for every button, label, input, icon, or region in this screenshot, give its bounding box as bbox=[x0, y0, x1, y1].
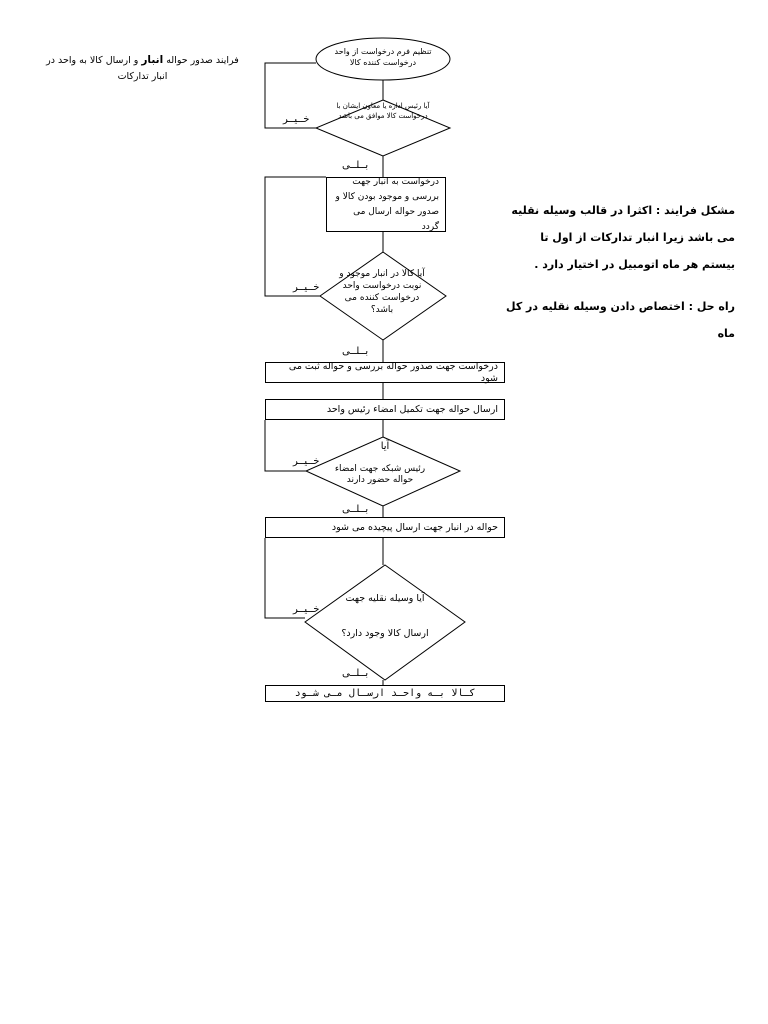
step1-box bbox=[326, 177, 446, 232]
solution-note: راه حل : اختصاص دادن وسیله نقلیه در کل ماه bbox=[506, 300, 735, 340]
step3-box bbox=[265, 399, 505, 420]
no-label-4: خــیــر bbox=[293, 604, 320, 615]
yes-label-1: بــلــی bbox=[342, 160, 369, 171]
yes-label-2: بــلــی bbox=[342, 346, 369, 357]
decision2-text: آیا کالا در انبار موجود و نوبت درخواست واحد درخواست کننده می باشد؟ bbox=[339, 269, 425, 315]
decision4-diamond bbox=[305, 565, 465, 680]
no-label-3: خــیــر bbox=[293, 456, 320, 467]
step4-box bbox=[265, 517, 505, 538]
decision4-text-2: ارسال کالا وجود دارد؟ bbox=[341, 628, 429, 639]
yes-label-4: بــلــی bbox=[342, 668, 369, 679]
title-part1: فرایند صدور حواله bbox=[166, 55, 239, 66]
title-line2: انبار تدارکات bbox=[117, 71, 168, 82]
problem-note: مشکل فرایند : اکثرا در قالب وسیله نقلیه می باشد زیرا انبار تدارکات از اول تا بیستم هر ماه اتومبیل در اختیار دارد . bbox=[511, 204, 735, 271]
title-bold: انبار bbox=[141, 54, 164, 66]
step1-text: درخواست به انبار جهت بررسی و موجود بودن کالا و صدور حواله ارسال می گردد bbox=[335, 176, 439, 232]
end-text: کـالا بـه واحـد ارسـال مـی شـود bbox=[294, 687, 476, 699]
yes-label-3: بــلــی bbox=[342, 504, 369, 515]
step4-text: حواله در انبار جهت ارسال پیچیده می شود bbox=[331, 521, 498, 533]
decision1-text: آیا رئیس اداره یا معاون ایشان با درخواست کالا موافق می باشد bbox=[336, 102, 430, 120]
decision3-text-1: آیا bbox=[380, 441, 390, 452]
end-box bbox=[265, 685, 505, 702]
step3-text: ارسال حواله جهت تکمیل امضاء رئیس واحد bbox=[326, 403, 498, 415]
no-label-1: خــیــر bbox=[283, 114, 310, 125]
title-part2: و ارسال کالا به واحد در bbox=[46, 55, 139, 66]
step2-box bbox=[265, 362, 505, 383]
decision3-text-2: رئیس شبکه جهت امضاء حواله حضور دارند bbox=[334, 464, 426, 485]
no-label-2: خــیــر bbox=[293, 282, 320, 293]
start-node: تنظیم فرم درخواست از واحد درخواست کننده کالا bbox=[334, 47, 432, 67]
decision4-text-1: آیا وسیله نقلیه جهت bbox=[345, 593, 425, 604]
step2-text: درخواست جهت صدور حواله بررسی و حواله ثبت می شود bbox=[288, 360, 498, 384]
